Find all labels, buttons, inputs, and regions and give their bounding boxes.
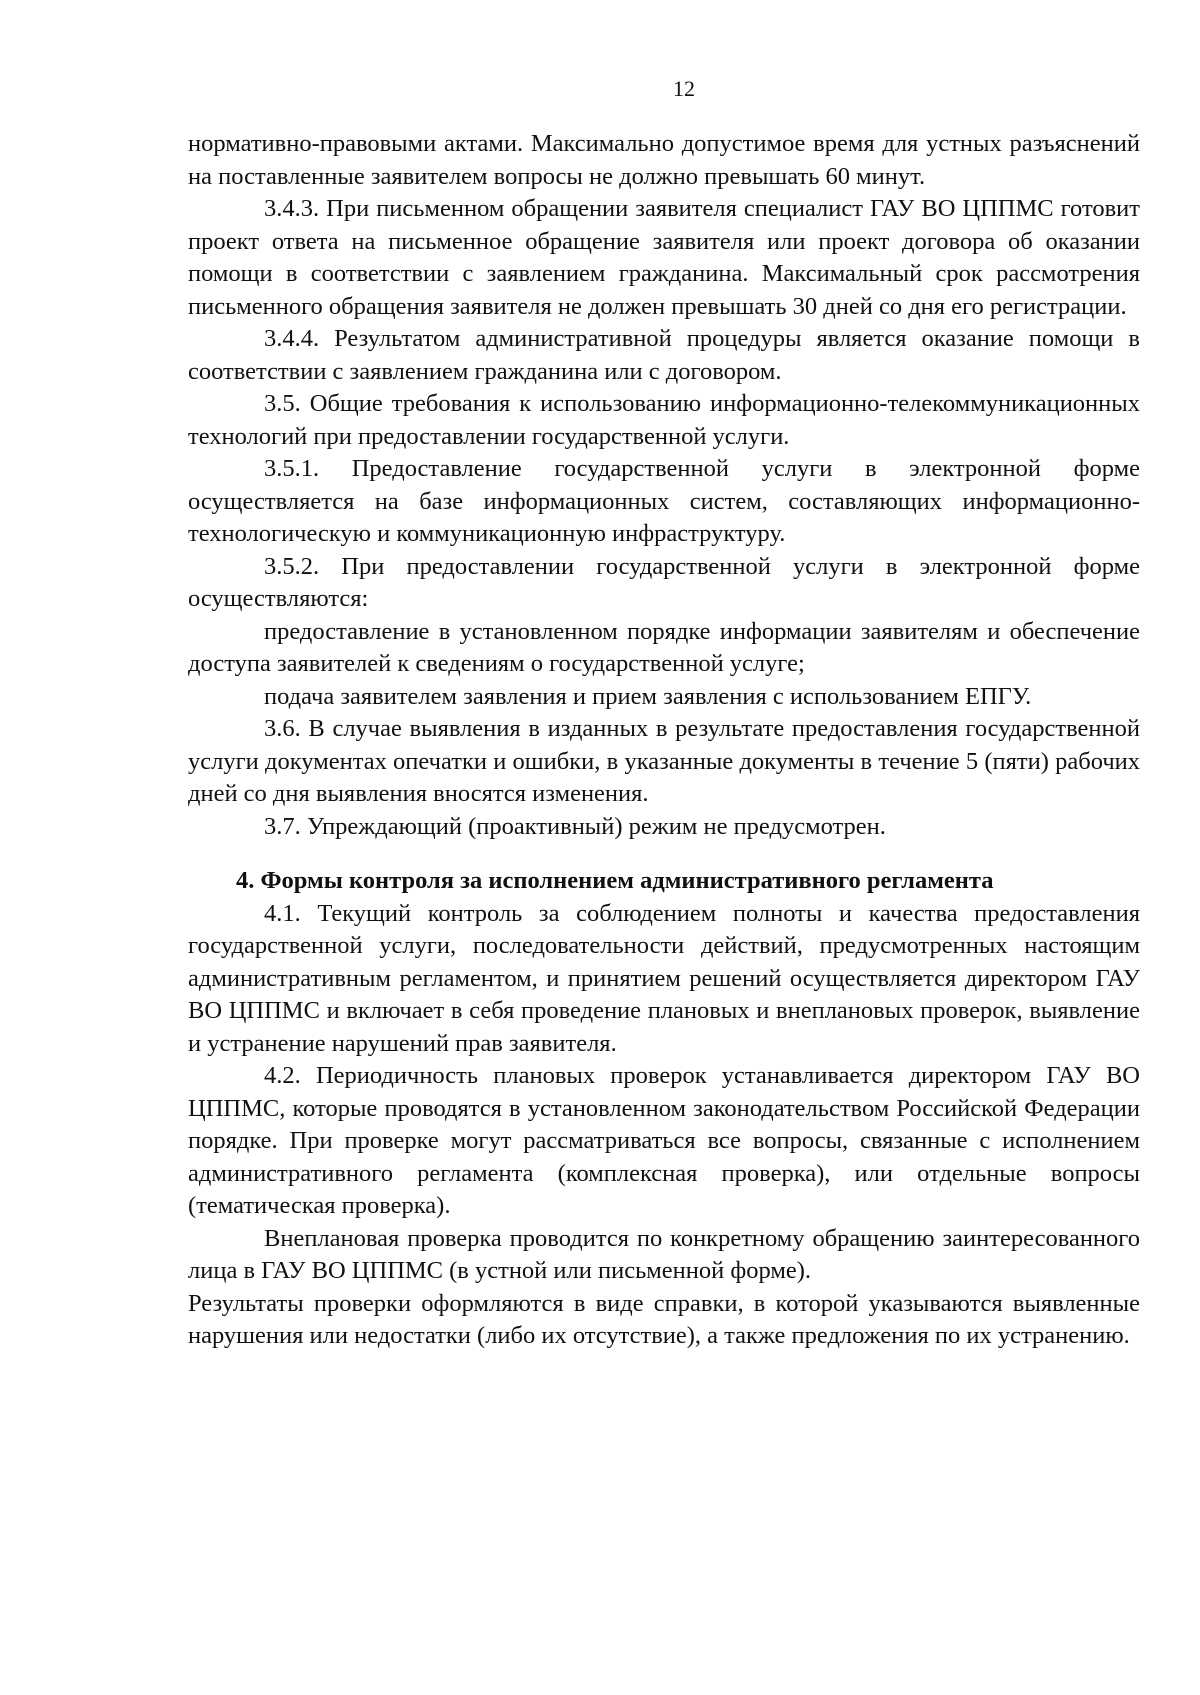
list-item-application: подача заявителем заявления и прием заявления с использованием ЕПГУ. xyxy=(264,682,1032,710)
paragraph-3-5-2: 3.5.2. При предоставлении государственной услуги в электронной форме осуществляются: xyxy=(188,552,1140,612)
paragraph-check-results: Результаты проверки оформляются в виде справки, в которой указываются выявленные нарушения или недостатки (либо их отсутствие), а также предложения по их устранению. xyxy=(188,1289,1140,1349)
paragraph-4-1: 4.1. Текущий контроль за соблюдением полноты и качества предоставления государственной услуги, последовательности действий, предусмотренных настоящим административным регламентом, и принятием решений осуществляется директором ГАУ ВО ЦППМС и включает в себя проведение плановых и внеплановых проверок, выявление и устранение нарушений прав заявителя. xyxy=(188,899,1140,1057)
list-item-information: предоставление в установленном порядке информации заявителям и обеспечение доступа заявителей к сведениям о государственной услуге; xyxy=(188,617,1140,677)
page-number: 12 xyxy=(673,76,695,101)
paragraph-3-4-4: 3.4.4. Результатом административной процедуры является оказание помощи в соответствии с заявлением гражданина или с договором. xyxy=(188,325,1140,385)
document-body xyxy=(188,128,1140,1353)
section-heading: 4. Формы контроля за исполнением административного регламента xyxy=(236,867,994,894)
paragraph-4-2: 4.2. Периодичность плановых проверок устанавливается директором ГАУ ВО ЦППМС, которые проводятся в установленном законодательством Российской Федерации порядке. При проверке могут рассматриваться все вопросы, связанные с исполнением административного регламента (комплексная проверка), или отдельные вопросы (тематическая проверка). xyxy=(188,1062,1140,1219)
paragraph-continuation: нормативно-правовыми актами. Максимально допустимое время для устных разъяснений на поставленные заявителем вопросы не должно превышать 60 минут. xyxy=(188,130,1140,190)
paragraph-unscheduled-check: Внеплановая проверка проводится по конкретному обращению заинтересованного лица в ГАУ ВО ЦППМС (в устной или письменной форме). xyxy=(188,1224,1140,1284)
paragraph-3-7: 3.7. Упреждающий (проактивный) режим не предусмотрен. xyxy=(264,812,886,840)
paragraph-3-6: 3.6. В случае выявления в изданных в результате предоставления государственной услуги документах опечатки и ошибки, в указанные документы в течение 5 (пяти) рабочих дней со дня выявления вносятся изменения. xyxy=(188,715,1140,807)
paragraph-3-5: 3.5. Общие требования к использованию информационно-телекоммуникационных технологий при предоставлении государственной услуги. xyxy=(188,390,1140,450)
paragraph-3-4-3: 3.4.3. При письменном обращении заявителя специалист ГАУ ВО ЦППМС готовит проект ответа на письменное обращение заявителя или проект договора об оказании помощи в соответствии с заявлением гражданина. Максимальный срок рассмотрения письменного обращения заявителя не должен превышать 30 дней со дня его регистрации. xyxy=(188,195,1140,320)
paragraph-3-5-1: 3.5.1. Предоставление государственной услуги в электронной форме осуществляется на базе информационных систем, составляющих информационно-технологическую и коммуникационную инфраструктуру. xyxy=(188,455,1140,547)
